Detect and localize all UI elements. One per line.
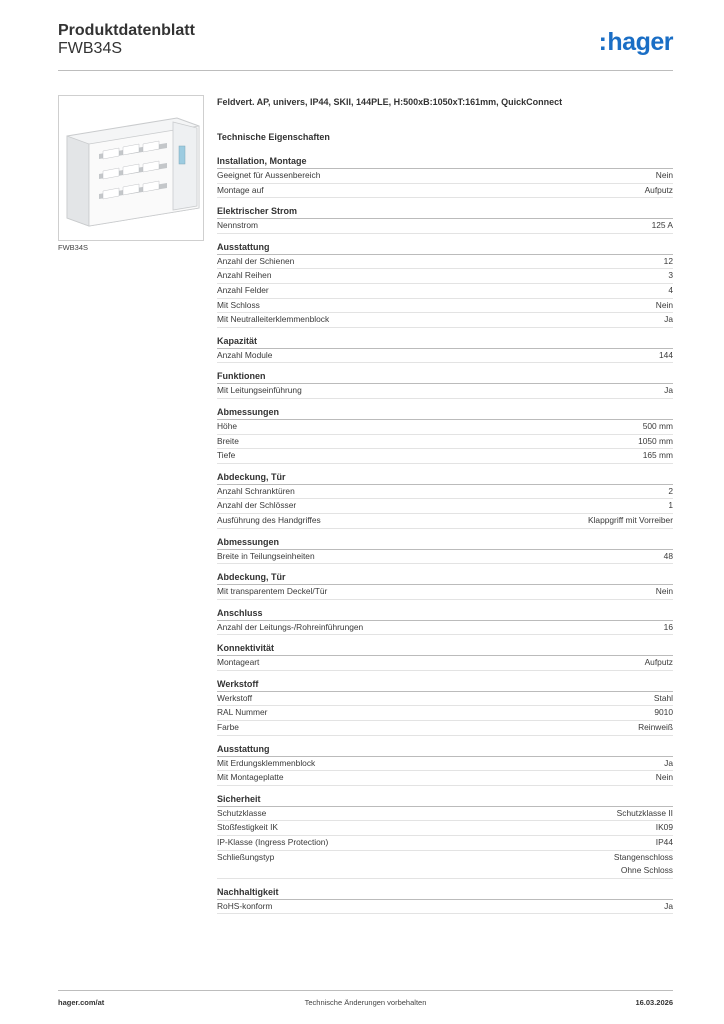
- property-section: [217, 335, 673, 364]
- property-value: [664, 757, 673, 771]
- property-value: [656, 585, 673, 599]
- property-value-line: IK09: [655, 822, 673, 833]
- property-row: [217, 771, 673, 786]
- property-section: [217, 607, 673, 636]
- property-row: [217, 621, 673, 636]
- property-value-line: Reinweiß: [638, 722, 673, 733]
- section-title: Elektrischer Strom: [217, 205, 673, 219]
- property-row: [217, 485, 673, 500]
- property-value: [645, 184, 673, 198]
- property-section: [217, 642, 673, 671]
- property-sections: [217, 155, 673, 914]
- property-value-line: Klappgriff mit Vorreiber: [587, 514, 673, 525]
- property-value: [654, 706, 673, 720]
- property-row: [217, 384, 673, 399]
- property-row: [217, 656, 673, 671]
- property-row: [217, 169, 673, 184]
- property-value: [617, 807, 673, 821]
- property-label: Breite: [217, 435, 239, 446]
- property-value: [656, 836, 673, 850]
- property-label: Anzahl Module: [217, 349, 273, 360]
- section-title: Anschluss: [217, 607, 673, 621]
- property-value-line: 16: [663, 621, 673, 632]
- footer-website: hager.com/at: [58, 998, 105, 1007]
- property-row: [217, 219, 673, 234]
- property-row: [217, 550, 673, 565]
- property-value-line: Ja: [664, 757, 673, 768]
- property-value: [668, 269, 673, 283]
- property-label: Mit Montageplatte: [217, 772, 284, 783]
- property-row: [217, 284, 673, 299]
- property-row: [217, 821, 673, 836]
- property-label: Anzahl Schranktüren: [217, 485, 295, 496]
- property-label: Mit Erdungsklemmenblock: [217, 757, 316, 768]
- footer-notice: Technische Änderungen vorbehalten: [304, 998, 427, 1007]
- property-value-line: 2: [668, 485, 673, 496]
- property-row: [217, 851, 673, 879]
- property-label: Mit Schloss: [217, 299, 260, 310]
- property-label: Anzahl der Schienen: [217, 255, 295, 266]
- document-title: Produktdatenblatt: [58, 22, 195, 39]
- property-value: [654, 692, 673, 706]
- product-description: Feldvert. AP, univers, IP44, SKII, 144PLE, H:500xB:1050xT:161mm, QuickConnect: [217, 97, 563, 107]
- property-row: [217, 349, 673, 364]
- property-value: [638, 435, 673, 449]
- section-title: Werkstoff: [217, 678, 673, 692]
- property-value: [664, 621, 673, 635]
- property-value-line: 3: [668, 270, 673, 281]
- property-row: [217, 435, 673, 450]
- property-value: [659, 349, 673, 363]
- property-label: Schließungstyp: [217, 851, 275, 862]
- property-value-line: 12: [663, 255, 673, 266]
- property-value: [638, 721, 673, 735]
- section-title: Abdeckung, Tür: [217, 571, 673, 585]
- property-value: [668, 499, 673, 513]
- product-code: FWB34S: [58, 40, 123, 57]
- property-row: [217, 269, 673, 284]
- property-value: [664, 550, 673, 564]
- property-section: [217, 370, 673, 399]
- property-row: [217, 757, 673, 772]
- property-section: [217, 743, 673, 786]
- property-section: [217, 678, 673, 736]
- property-value: [656, 169, 673, 183]
- property-value: [614, 851, 673, 878]
- property-value-line: Ja: [664, 900, 673, 911]
- section-title: Ausstattung: [217, 241, 673, 255]
- property-value: [656, 299, 673, 313]
- property-label: Werkstoff: [217, 692, 253, 703]
- property-row: [217, 706, 673, 721]
- property-label: Anzahl Reihen: [217, 270, 272, 281]
- property-value-line: 48: [663, 550, 673, 561]
- section-title: Konnektivität: [217, 642, 673, 656]
- technical-properties-heading: Technische Eigenschaften: [217, 132, 330, 142]
- property-label: Mit transparentem Deckel/Tür: [217, 586, 328, 597]
- property-label: RoHS-konform: [217, 900, 273, 911]
- property-row: [217, 721, 673, 736]
- property-label: Anzahl Felder: [217, 284, 269, 295]
- property-section: [217, 406, 673, 464]
- property-value-line: Ja: [664, 385, 673, 396]
- property-value: [652, 219, 673, 233]
- property-label: IP-Klasse (Ingress Protection): [217, 837, 329, 848]
- page-header: [58, 22, 673, 71]
- property-value-line: 9010: [654, 707, 673, 718]
- property-label: Anzahl der Leitungs-/Rohreinführungen: [217, 621, 364, 632]
- property-value-line: Schutzklasse II: [616, 807, 673, 818]
- property-value: [668, 284, 673, 298]
- property-value-line: 165 mm: [642, 450, 673, 461]
- property-value-line: Aufputz: [644, 184, 673, 195]
- property-label: Breite in Teilungseinheiten: [217, 550, 315, 561]
- property-label: Farbe: [217, 722, 239, 733]
- property-value: [664, 384, 673, 398]
- property-value-line: Nein: [655, 170, 673, 180]
- property-value-line: Stahl: [653, 692, 673, 703]
- property-value: [664, 900, 673, 914]
- property-value-line: Aufputz: [644, 657, 673, 668]
- property-section: [217, 536, 673, 565]
- property-label: Nennstrom: [217, 220, 258, 231]
- property-value-line: Nein: [655, 586, 673, 597]
- property-section: [217, 471, 673, 529]
- property-value-line: Ohne Schloss: [620, 865, 673, 876]
- property-value: [664, 313, 673, 327]
- property-row: [217, 807, 673, 822]
- section-title: Kapazität: [217, 335, 673, 349]
- section-title: Installation, Montage: [217, 155, 673, 169]
- property-value: [664, 255, 673, 269]
- property-row: [217, 499, 673, 514]
- property-label: Geeignet für Aussenbereich: [217, 170, 321, 180]
- property-value-line: Ja: [664, 314, 673, 325]
- section-title: Abmessungen: [217, 536, 673, 550]
- property-label: Mit Leitungseinführung: [217, 385, 302, 396]
- section-title: Ausstattung: [217, 743, 673, 757]
- property-value-line: 1050 mm: [638, 435, 673, 446]
- property-label: Montage auf: [217, 184, 264, 195]
- property-value: [668, 485, 673, 499]
- property-value-line: Nein: [655, 299, 673, 310]
- product-image: [58, 95, 204, 241]
- distribution-board-illustration: [59, 96, 203, 240]
- page-footer: [58, 990, 673, 1007]
- property-value-line: 125 A: [651, 220, 673, 231]
- property-section: [217, 571, 673, 600]
- property-row: [217, 900, 673, 915]
- property-label: Montageart: [217, 657, 260, 668]
- hager-logo: :hager: [598, 28, 673, 56]
- property-label: Ausführung des Handgriffes: [217, 514, 321, 525]
- property-row: [217, 313, 673, 328]
- property-value-line: 4: [668, 284, 673, 295]
- property-value: [645, 656, 673, 670]
- property-value-line: Stangenschloss: [613, 851, 673, 862]
- property-row: [217, 184, 673, 199]
- property-value: [656, 771, 673, 785]
- property-section: [217, 793, 673, 879]
- property-label: Anzahl der Schlösser: [217, 500, 297, 511]
- property-label: RAL Nummer: [217, 707, 268, 718]
- property-row: [217, 585, 673, 600]
- property-value-line: 500 mm: [642, 420, 673, 431]
- property-value: [588, 514, 673, 528]
- property-row: [217, 255, 673, 270]
- property-value: [656, 821, 673, 835]
- property-row: [217, 449, 673, 464]
- property-section: [217, 205, 673, 234]
- property-label: Schutzklasse: [217, 807, 267, 818]
- property-section: [217, 241, 673, 328]
- property-label: Höhe: [217, 420, 238, 431]
- property-value-line: IP44: [655, 837, 673, 848]
- property-section: [217, 155, 673, 198]
- property-value-line: 1: [668, 500, 673, 511]
- section-title: Sicherheit: [217, 793, 673, 807]
- property-value: [643, 449, 673, 463]
- property-label: Stoßfestigkeit IK: [217, 822, 278, 833]
- footer-date: 16.03.2026: [635, 998, 673, 1007]
- section-title: Abmessungen: [217, 406, 673, 420]
- section-title: Funktionen: [217, 370, 673, 384]
- property-row: [217, 299, 673, 314]
- logo-text: hager: [607, 28, 673, 56]
- property-section: [217, 886, 673, 915]
- property-row: [217, 420, 673, 435]
- property-row: [217, 514, 673, 529]
- property-row: [217, 836, 673, 851]
- section-title: Nachhaltigkeit: [217, 886, 673, 900]
- property-value-line: 144: [659, 349, 673, 360]
- property-value-line: Nein: [655, 772, 673, 783]
- property-label: Tiefe: [217, 450, 236, 461]
- product-details: [217, 96, 673, 914]
- property-label: Mit Neutralleiterklemmenblock: [217, 314, 330, 325]
- property-value: [643, 420, 673, 434]
- image-caption: FWB34S: [58, 243, 89, 252]
- property-row: [217, 692, 673, 707]
- section-title: Abdeckung, Tür: [217, 471, 673, 485]
